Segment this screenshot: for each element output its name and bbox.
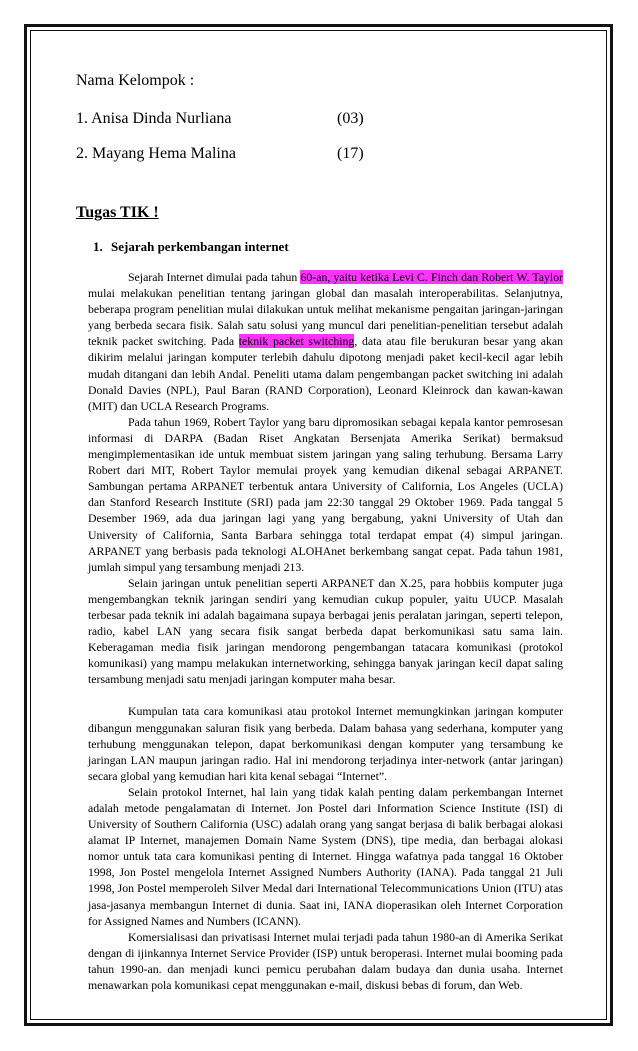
paragraph: Selain jaringan untuk penelitian seperti ARPANET dan X.25, para hobbiis komputer juga mengembangkan teknik jaringan sendiri yang kemudian cukup populer, yaitu UUCP. Masalah terbesar pada teknik ini adalah bagaimana supaya berbagai jenis peralatan jaringan, seperti telepon, radio, kabel LAN yang secara fisik sangat berbeda dapat berkomunikasi satu sama lain. Keberagaman media fisik jaringan mendorong pengembangan tatacara komunikasi (protokol komunikasi) yang mampu melakukan internetworking, sehingga banyak jaringan kecil dapat saling tersambung menjadi satu menjadi jaringan komputer maha besar. [88,575,563,687]
member-number: (17) [337,145,364,162]
section-title: Sejarah perkembangan internet [111,239,289,254]
member-name: 1. Anisa Dinda Nurliana [76,110,232,127]
team-label: Nama Kelompok : [76,72,195,89]
body-text [88,269,563,993]
highlighted-text: teknik packet switching [238,334,355,349]
paragraph: Kumpulan tata cara komunikasi atau protokol Internet memungkinkan jaringan komputer dibangun menggunakan saluran fisik yang berbeda. Dalam bahasa yang sederhana, komputer yang terhubung menggunakan telepon, dapat berkomunikasi dengan komputer yang tersambung ke jaringan LAN maupun jaringan radio. Hal ini mendorong terjadinya inter-network (antar jaringan) secara global yang kemudian hari kita kenal sebagai “Internet”. [88,704,563,783]
member-name: 2. Mayang Hema Malina [76,145,236,162]
task-title: Tugas TIK ! [76,204,159,221]
paragraph: Selain protokol Internet, hal lain yang tidak kalah penting dalam perkembangan Internet adalah metode pengalamatan di Internet. Jon Postel dari Information Science Institute (ISI) di University of Southern California (USC) adalah orang yang sangat berjasa di balik berbagai alokasi alamat IP Internet, manajemen Domain Name System (DNS), tipe media, dan berbagai alokasi nomor untuk tata cara komunikasi penting di Internet. Hingga wafatnya pada tanggal 16 Oktober 1998, Jon Postel mengelola Internet Assigned Numbers Authority (IANA). Pada tanggal 21 Juli 1998, Jon Postel memperoleh Silver Medal dari International Telecommunications Union (ITU) atas jasa-jasanya membangun Internet di dunia. Saat ini, IANA dioperasikan oleh Internet Corporation for Assigned Names and Numbers (ICANN). [88,784,563,928]
paragraph [88,269,563,414]
paragraph: Komersialisasi dan privatisasi Internet mulai terjadi pada tahun 1980-an di Amerika Serikat dengan di ijinkannya Internet Service Provider (ISP) untuk beroperasi. Internet mulai booming pada tahun 1990-an. dan menjadi kunci pemicu perubahan dalam budaya dan dunia usaha. Internet menawarkan pola komunikasi cepat menggunakan e-mail, diskusi bebas di forum, dan Web. [88,929,563,993]
paragraph-text: , data atau file berukuran besar yang akan dikirim melalui jaringan komputer terlebih dahulu dipotong menjadi paket kecil-kecil agar lebih mudah ditangani dan lebih Andal. Peneliti utama dalam pengembangan packet switching ini adalah Donald Davies (NPL), Paul Baran (RAND Corporation), Leonard Kleinrock dan kawan-kawan (MIT) dan UCLA Research Programs. [88,334,563,413]
member-number: (03) [337,110,364,127]
member-row [76,145,364,163]
section-heading [93,239,289,255]
section-index: 1. [93,239,103,254]
paragraph-text: Sejarah Internet dimulai pada tahun [128,270,301,284]
paragraph-text: mulai melakukan penelitian tentang jaringan global dan masalah interoperabilitas. Selanjutnya, beberapa program penelitian mulai dilakukan untuk melihat mekanisme pengaitan jaringan-jaringan yang berbeda secara fisik. Salah satu solusi yang muncul dari penelitian-penelitian tersebut adalah teknik packet switching. Pada [88,286,563,349]
paragraph: Pada tahun 1969, Robert Taylor yang baru dipromosikan sebagai kepala kantor pemrosesan informasi di DARPA (Badan Riset Angkatan Bersenjata Amerika Serikat) bermaksud mengimplementasikan ide untuk membuat sistem jaringan yang saling terhubung. Bersama Larry Robert dari MIT, Robert Taylor memulai proyek yang kemudian dikenal sebagai ARPANET. Sambungan pertama ARPANET terbentuk antara University of California, Los Angeles (UCLA) dan Stanford Research Institute (SRI) pada jam 22:30 tanggal 29 Oktober 1969. Pada tanggal 5 Desember 1969, ada dua jaringan lagi yang yang bergabung, yakni University of Utah dan University of California, Santa Barbara sehingga total terdapat empat (4) simpul jaringan. ARPANET yang berbasis pada teknologi ALOHAnet berkembang sangat cepat. Pada tahun 1981, jumlah simpul yang tersambung menjadi 213. [88,414,563,574]
highlighted-text: 60-an, yaitu ketika Levi C. Finch dan Robert W. Taylor [300,270,563,284]
member-row [76,110,364,128]
